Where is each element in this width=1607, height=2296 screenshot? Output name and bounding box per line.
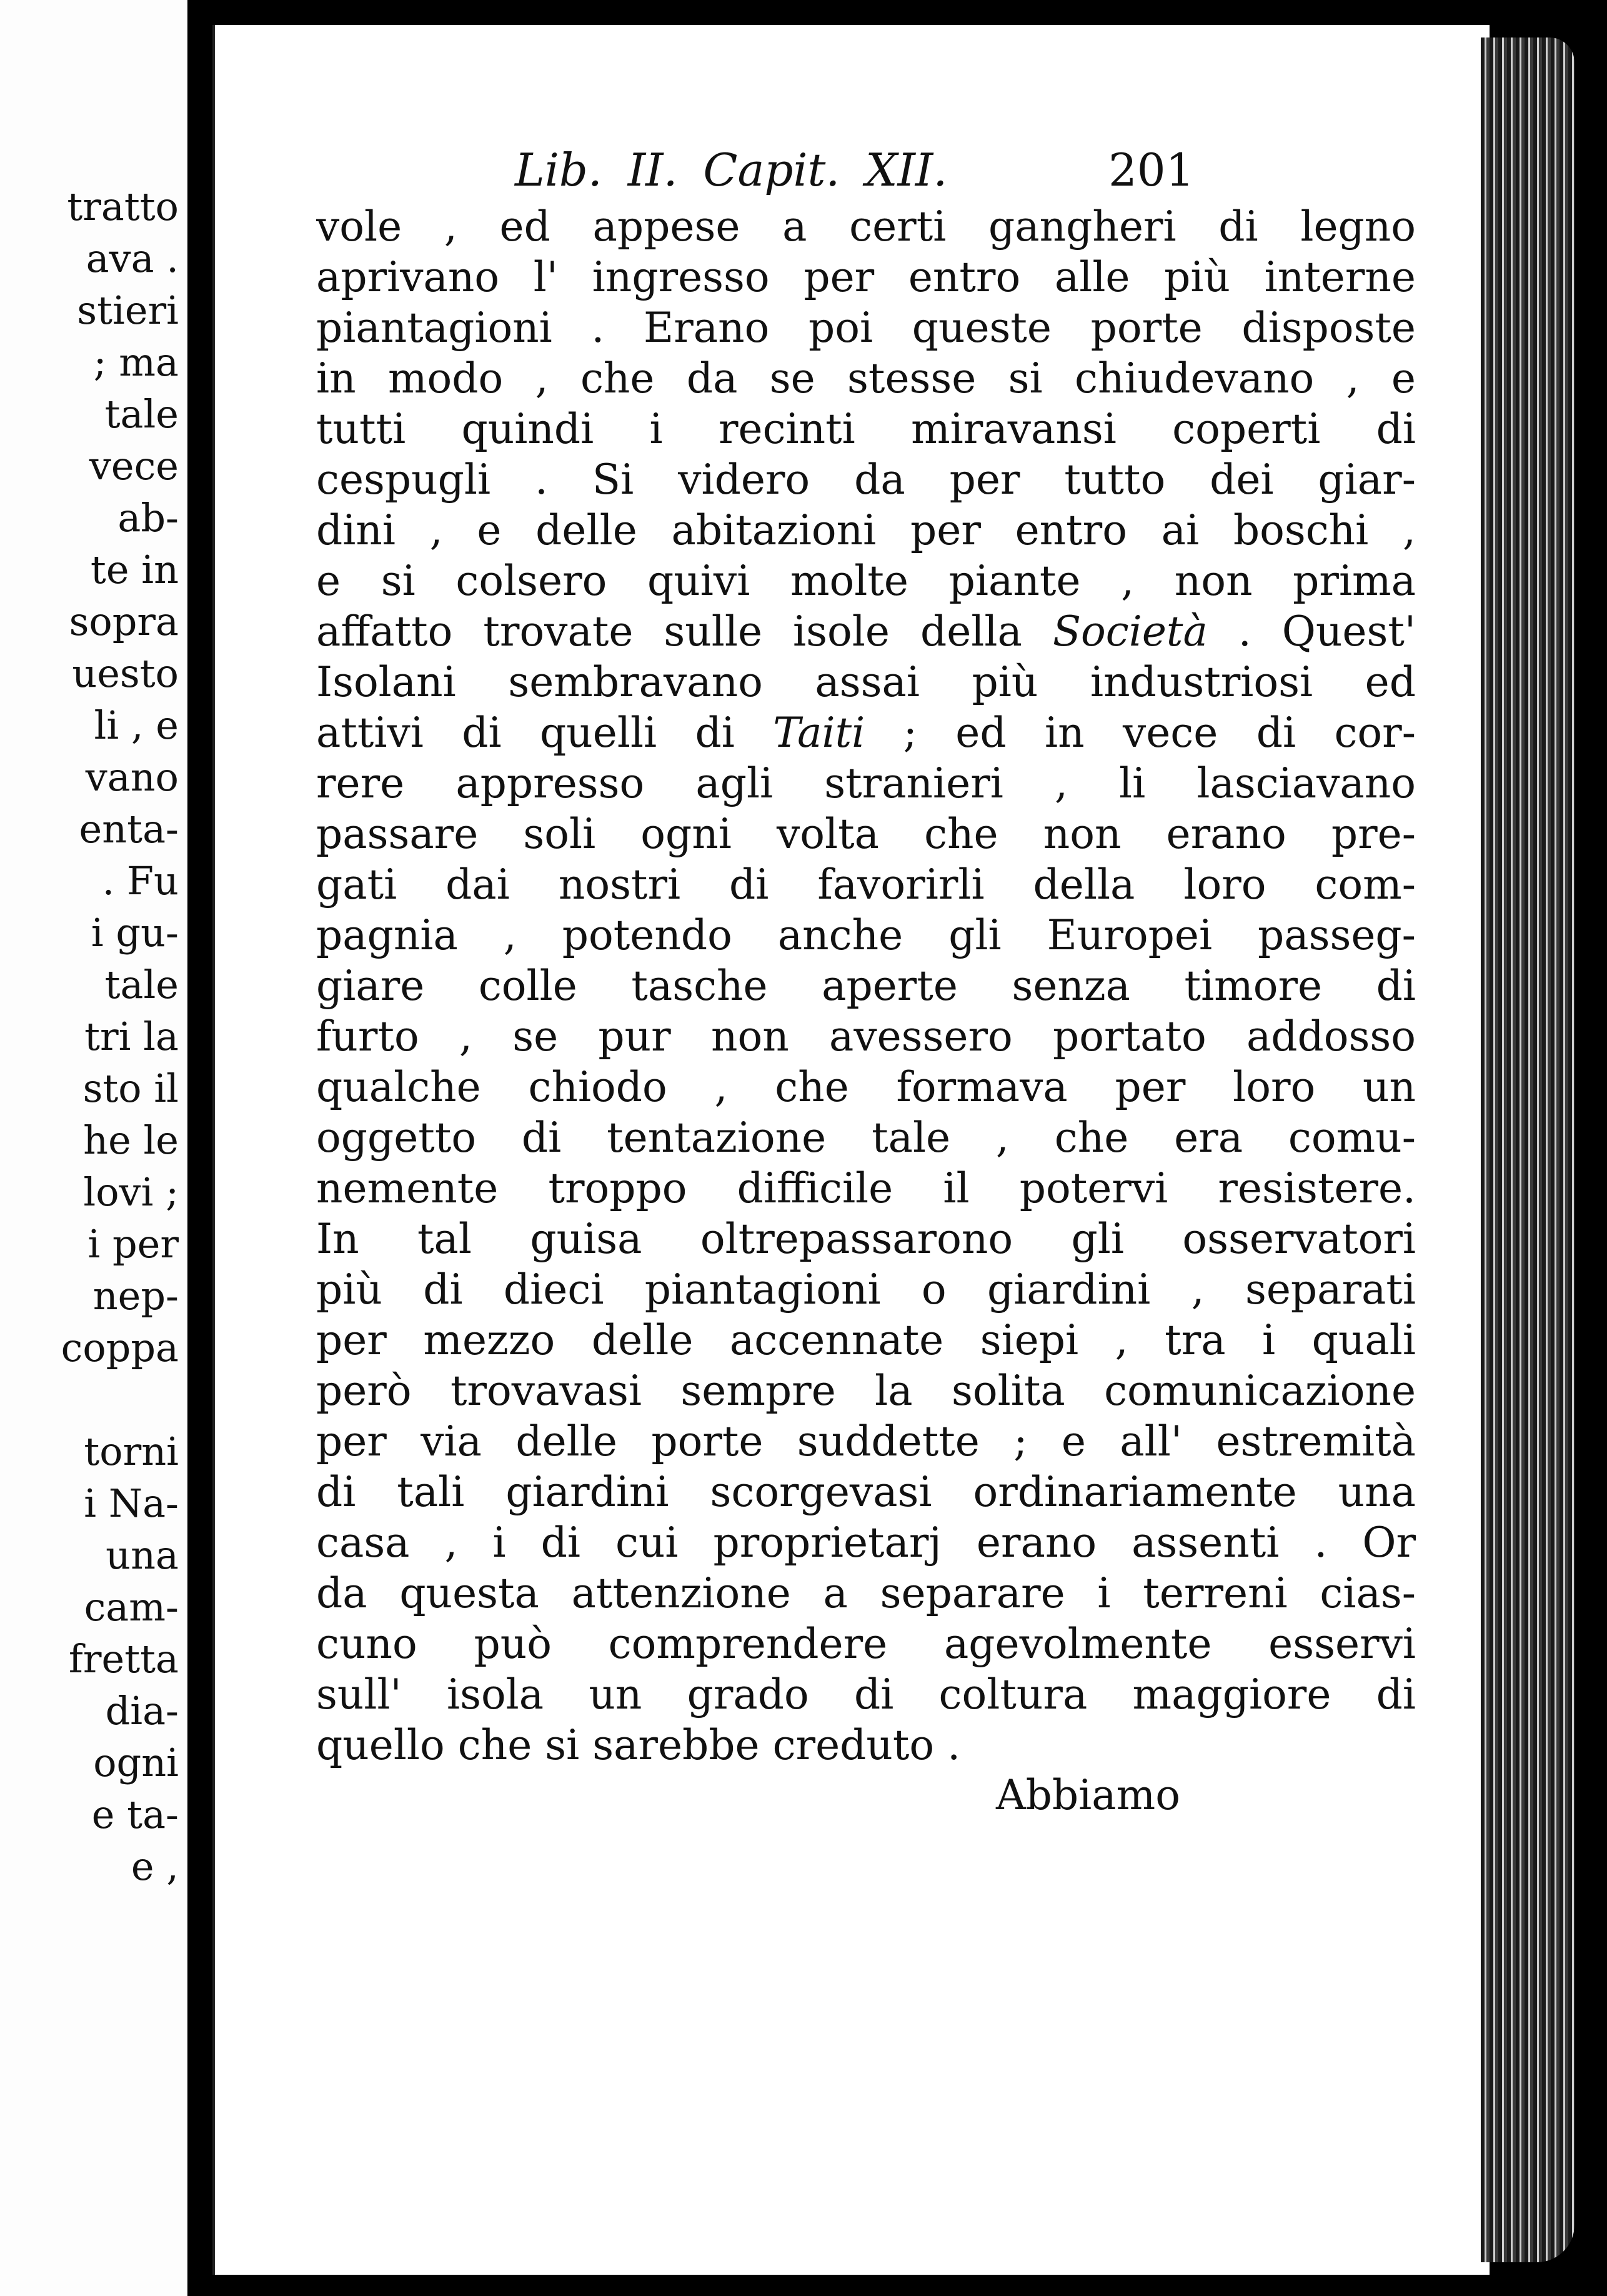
italic-name: Taiti xyxy=(773,709,865,757)
left-page-fragment: una xyxy=(106,1532,179,1578)
left-page-fragment: sto il xyxy=(82,1066,179,1111)
left-page-fragment: nep- xyxy=(92,1273,179,1319)
text-line: dini , e delle abitazioni per entro ai boschi , xyxy=(316,506,1416,554)
left-page-fragment: he le xyxy=(83,1117,179,1163)
text-line: pagnia , potendo anche gli Europei passeg- xyxy=(316,911,1416,959)
left-facing-page xyxy=(0,0,187,2296)
left-page-fragment: e , xyxy=(131,1844,179,1889)
catchword: Abbiamo xyxy=(996,1771,1180,1819)
running-title: Lib. II. Capit. XII. xyxy=(515,144,948,196)
left-page-fragment: ; ma xyxy=(93,339,179,385)
text-line: cespugli . Si videro da per tutto dei giar- xyxy=(316,456,1416,504)
left-page-fragment: sopra xyxy=(69,599,179,644)
left-page-fragment: fretta xyxy=(68,1636,179,1682)
text-line: in modo , che da se stesse si chiudevano , e xyxy=(316,354,1416,402)
page-edges xyxy=(1481,37,1575,2262)
left-page-fragment: e ta- xyxy=(91,1792,179,1837)
right-page xyxy=(212,25,1490,2275)
text-line: per via delle porte suddette ; e all' estremità xyxy=(316,1417,1416,1465)
text-line: Isolani sembravano assai più industriosi ed xyxy=(316,658,1416,706)
text-line: giare colle tasche aperte senza timore di xyxy=(316,962,1416,1010)
body-text xyxy=(316,201,1416,1770)
left-page-fragment: tale xyxy=(104,962,179,1007)
text-line: In tal guisa oltrepassarono gli osservatori xyxy=(316,1215,1416,1263)
left-page-fragment: cam- xyxy=(84,1584,179,1630)
text-line: attivi di quelli di Taiti ; ed in vece di cor- xyxy=(316,709,1416,757)
left-page-fragment: dia- xyxy=(105,1688,179,1734)
text-line: aprivano l' ingresso per entro alle più interne xyxy=(316,253,1416,301)
text-line: qualche chiodo , che formava per loro un xyxy=(316,1063,1416,1111)
left-page-fragment: . Fu xyxy=(102,858,179,904)
left-page-fragment: li , e xyxy=(94,702,179,748)
page-number: 201 xyxy=(1108,144,1195,196)
text-line: vole , ed appese a certi gangheri di legno xyxy=(316,202,1416,251)
text-line: di tali giardini scorgevasi ordinariamente una xyxy=(316,1468,1416,1516)
text-line: casa , i di cui proprietarj erano assenti . Or xyxy=(316,1519,1416,1567)
text-line: sull' isola un grado di coltura maggiore di xyxy=(316,1670,1416,1719)
text-line: affatto trovate sulle isole della Società . Quest' xyxy=(316,607,1416,656)
text-line: più di dieci piantagioni o giardini , separati xyxy=(316,1265,1416,1314)
left-page-fragment: te in xyxy=(90,547,179,592)
text-line: piantagioni . Erano poi queste porte disposte xyxy=(316,304,1416,352)
text-line: però trovavasi sempre la solita comunicazione xyxy=(316,1367,1416,1415)
italic-name: Società xyxy=(1052,607,1208,656)
left-page-fragment: ogni xyxy=(93,1740,179,1785)
running-head xyxy=(215,144,1490,197)
left-page-fragment: coppa xyxy=(61,1325,179,1370)
text-line: nemente troppo difficile il potervi resistere. xyxy=(316,1164,1416,1212)
text-line: da questa attenzione a separare i terreni cias- xyxy=(316,1569,1416,1617)
text-line: cuno può comprendere agevolmente esservi xyxy=(316,1620,1416,1668)
text-line: oggetto di tentazione tale , che era comu- xyxy=(316,1114,1416,1162)
text-line: rere appresso agli stranieri , li lasciavano xyxy=(316,759,1416,807)
left-page-fragment: uesto xyxy=(72,651,179,696)
text-line: passare soli ogni volta che non erano pre- xyxy=(316,810,1416,858)
left-page-fragment: tratto xyxy=(67,184,179,229)
left-page-fragment: ab- xyxy=(117,495,179,541)
text-line: quello che si sarebbe creduto . xyxy=(316,1721,961,1769)
left-page-fragment: ava . xyxy=(86,236,179,281)
text-line: tutti quindi i recinti miravansi coperti di xyxy=(316,405,1416,453)
left-page-fragment: torni xyxy=(84,1429,179,1474)
text-line: e si colsero quivi molte piante , non prima xyxy=(316,557,1416,605)
text-line: furto , se pur non avessero portato addosso xyxy=(316,1012,1416,1061)
text-line: per mezzo delle accennate siepi , tra i quali xyxy=(316,1316,1416,1364)
left-page-fragment: vano xyxy=(85,754,179,800)
left-page-fragment: stieri xyxy=(77,287,179,333)
left-page-fragment: lovi ; xyxy=(83,1169,179,1215)
left-page-fragment: enta- xyxy=(79,806,179,852)
left-page-fragment: vece xyxy=(89,443,179,489)
left-page-fragment: tri la xyxy=(84,1014,179,1059)
left-page-fragment: i gu- xyxy=(91,910,179,956)
left-page-fragment: i per xyxy=(87,1221,179,1267)
book-gutter xyxy=(187,0,212,2296)
text-line: gati dai nostri di favorirli della loro com- xyxy=(316,861,1416,909)
left-page-fragment: tale xyxy=(104,391,179,437)
left-page-fragment: i Na- xyxy=(84,1480,179,1526)
